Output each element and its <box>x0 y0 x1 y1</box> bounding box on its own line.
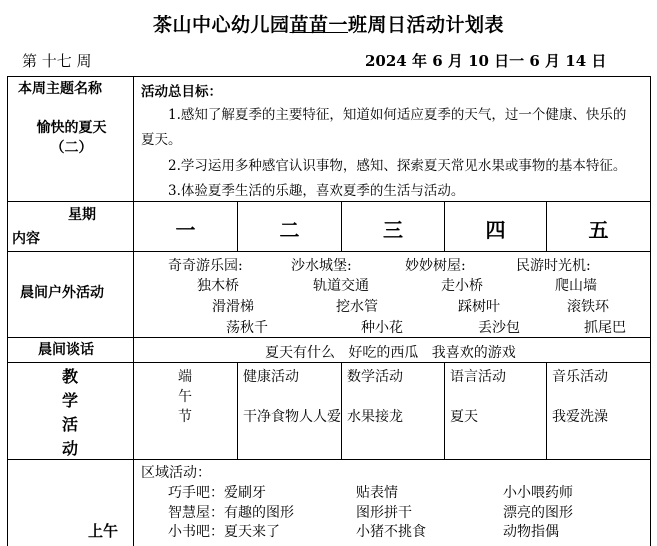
day-header-tue: 二 <box>279 218 300 242</box>
outdoor-zone: 沙水城堡: <box>291 258 352 274</box>
activity-type: 音乐活动 <box>552 369 608 385</box>
day-header-wed: 三 <box>383 218 403 242</box>
outdoor-item: 滑滑梯 <box>212 299 254 315</box>
activity-type: 语言活动 <box>450 369 506 385</box>
outdoor-item: 走小桥 <box>441 278 483 294</box>
teaching-label-char: 教 <box>62 367 79 386</box>
row-divider <box>7 201 650 202</box>
teaching-label-char: 动 <box>62 439 79 458</box>
goal-item: 2.学习运用多种感官认识事物，感知、探索夏天常见水果或事物的基本特征。 <box>168 158 627 174</box>
outdoor-label: 晨间户外活动 <box>20 285 104 301</box>
page-title <box>0 10 657 37</box>
outdoor-item: 轨道交通 <box>313 278 369 294</box>
label-column-divider <box>133 76 134 546</box>
title-suffix: 班周日活动计划表 <box>348 14 505 36</box>
row-divider <box>7 337 650 338</box>
area-item: 小小喂药师 <box>503 485 573 501</box>
activity-title: 水果接龙 <box>347 409 403 425</box>
day-header-fri: 五 <box>588 218 609 242</box>
outdoor-item: 种小花 <box>361 320 403 336</box>
theme-name-part: （二） <box>50 140 93 156</box>
talk-label: 晨间谈话 <box>38 342 94 358</box>
goals-label: 活动总目标： <box>141 84 222 100</box>
activity-type: 数学活动 <box>347 369 403 385</box>
goal-item: 夏天。 <box>141 132 182 148</box>
outdoor-item: 荡秋千 <box>226 320 268 336</box>
area-item: 智慧屋：有趣的图形 <box>168 505 294 521</box>
outdoor-item: 滚铁环 <box>567 299 609 315</box>
outdoor-item: 独木桥 <box>197 278 239 294</box>
theme-label: 本周主题名称 <box>18 81 102 97</box>
holiday-char: 节 <box>178 409 192 425</box>
outdoor-item: 踩树叶 <box>458 299 500 315</box>
school-name: 茶山中心幼儿园 <box>152 14 290 36</box>
outdoor-zone: 民游时光机: <box>516 258 591 274</box>
row-divider <box>7 459 650 460</box>
table-border-top <box>7 76 650 77</box>
content-header-label: 内容 <box>12 231 40 247</box>
date-range: 2024 年 6 月 10 日一 6 月 14 日 <box>365 52 607 70</box>
row-divider <box>7 362 650 363</box>
area-item: 图形拼干 <box>356 505 412 521</box>
outdoor-item: 挖水管 <box>336 299 378 315</box>
outdoor-item: 丢沙包 <box>478 320 520 336</box>
day-header-mon: 一 <box>175 218 196 242</box>
activity-type: 健康活动 <box>243 369 299 385</box>
morning-label: 上午 <box>88 522 119 540</box>
area-item: 动物指偶 <box>503 524 559 540</box>
area-item: 漂亮的图形 <box>503 505 573 521</box>
theme-name: 愉快的夏天 <box>36 120 107 136</box>
day-divider <box>444 362 445 459</box>
area-item: 巧手吧：爱刷牙 <box>168 485 266 501</box>
day-divider <box>546 362 547 459</box>
area-item: 小猪不挑食 <box>356 524 426 540</box>
talk-content: 夏天有什么 好吃的西瓜 我喜欢的游戏 <box>265 345 516 361</box>
area-activity-label: 区域活动： <box>141 465 211 481</box>
teaching-label-char: 学 <box>62 391 79 410</box>
teaching-label-char: 活 <box>62 415 79 434</box>
outdoor-zone: 妙妙树屋: <box>405 258 466 274</box>
area-item: 贴表情 <box>356 485 398 501</box>
outdoor-item: 抓尾巴 <box>584 320 626 336</box>
holiday-char: 午 <box>178 389 192 405</box>
outdoor-item: 爬山墙 <box>555 278 597 294</box>
activity-title: 干净食物人人爱 <box>243 409 341 425</box>
table-border-left <box>7 76 8 546</box>
activity-title: 我爱洗澡 <box>552 409 608 425</box>
activity-title: 夏天 <box>450 409 478 425</box>
week-label: 第 十七 周 <box>22 52 92 70</box>
day-divider <box>237 362 238 459</box>
day-header-thu: 四 <box>485 218 506 242</box>
weekday-header-label: 星期 <box>68 207 96 223</box>
goal-item: 3.体验夏季生活的乐趣，喜欢夏季的生活与活动。 <box>168 183 465 199</box>
table-border-right <box>650 76 651 546</box>
class-name: 苗苗一 <box>289 14 348 36</box>
goal-item: 1.感知了解夏季的主要特征，知道如何适应夏季的天气，过一个健康、快乐的 <box>168 107 627 123</box>
holiday-char: 端 <box>178 369 192 385</box>
day-divider <box>341 362 342 459</box>
area-item: 小书吧：夏天来了 <box>168 524 280 540</box>
outdoor-zone: 奇奇游乐园: <box>168 258 243 274</box>
row-divider <box>7 251 650 252</box>
